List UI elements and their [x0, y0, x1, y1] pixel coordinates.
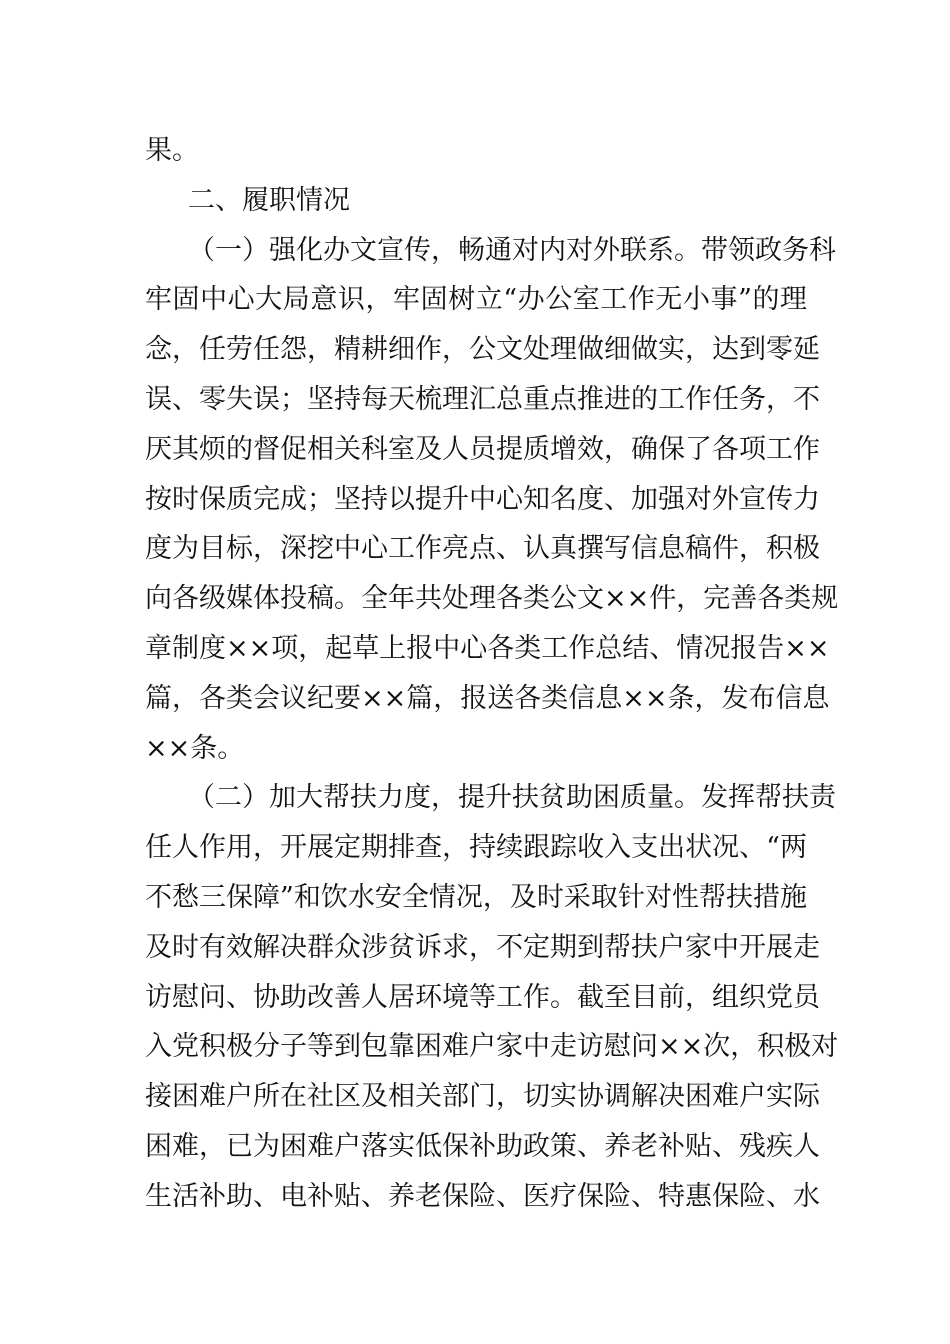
text-line: 困难，已为困难户落实低保补助政策、养老补贴、残疾人: [145, 1130, 820, 1162]
text-line: 及时有效解决群众涉贫诉求，不定期到帮扶户家中开展走: [145, 931, 820, 963]
text-line: 误、零失误；坚持每天梳理汇总重点推进的工作任务，不: [145, 383, 820, 415]
text-line: 牢固中心大局意识，牢固树立“办公室工作无小事”的理: [145, 284, 807, 316]
text-line: 入党积极分子等到包靠困难户家中走访慰问××次，积极对: [145, 1031, 839, 1063]
text-line: 不愁三保障”和饮水安全情况，及时采取针对性帮扶措施: [145, 881, 807, 913]
text-line: 念，任劳任怨，精耕细作，公文处理做细做实，达到零延: [145, 334, 820, 366]
text-line: 按时保质完成；坚持以提升中心知名度、加强对外宣传力: [145, 483, 820, 515]
text-line: 果。: [145, 135, 199, 166]
text-line: 向各级媒体投稿。全年共处理各类公文××件，完善各类规: [145, 583, 839, 615]
text-line: 任人作用，开展定期排查，持续跟踪收入支出状况、“两: [145, 832, 807, 864]
body-text: [145, 126, 839, 1222]
text-line: 篇，各类会议纪要××篇，报送各类信息××条，发布信息: [145, 682, 830, 714]
text-line: 生活补助、电补贴、养老保险、医疗保险、特惠保险、水: [145, 1180, 820, 1212]
text-line: 厌其烦的督促相关科室及人员提质增效，确保了各项工作: [145, 433, 820, 465]
text-line: 访慰问、协助改善人居环境等工作。截至目前，组织党员: [145, 981, 820, 1013]
text-line: ××条。: [145, 732, 245, 764]
subsection-heading-line: （一）强化办文宣传，畅通对内对外联系。带领政务科: [188, 234, 836, 266]
subsection-heading-line: （二）加大帮扶力度，提升扶贫助困质量。发挥帮扶责: [188, 782, 836, 814]
text-line: 度为目标，深挖中心工作亮点、认真撰写信息稿件，积极: [145, 533, 820, 565]
text-line: 接困难户所在社区及相关部门，切实协调解决困难户实际: [145, 1081, 820, 1113]
section-heading: 二、履职情况: [188, 184, 350, 216]
text-line: 章制度××项，起草上报中心各类工作总结、情况报告××: [145, 632, 830, 664]
